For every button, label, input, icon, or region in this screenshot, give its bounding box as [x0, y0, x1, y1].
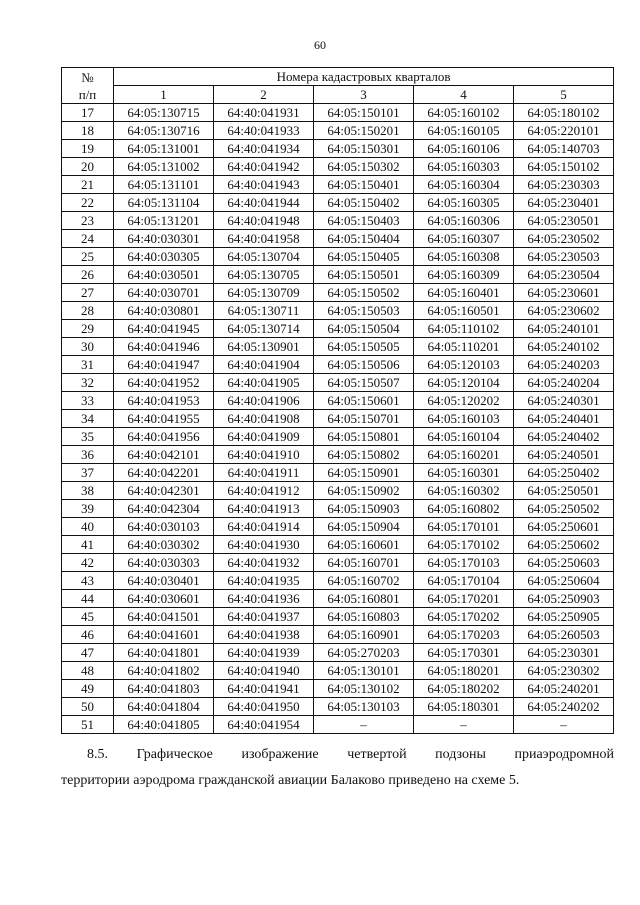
cadastral-number-cell: 64:05:150801: [314, 428, 414, 446]
cadastral-number-cell: 64:05:170103: [414, 554, 514, 572]
table-row: [62, 248, 614, 266]
cadastral-number-cell: 64:05:270203: [314, 644, 414, 662]
table-row: [62, 518, 614, 536]
cadastral-number-cell: 64:05:150404: [314, 230, 414, 248]
table-row: [62, 590, 614, 608]
cadastral-number-cell: 64:40:041934: [214, 140, 314, 158]
table-row: [62, 446, 614, 464]
table-row: [62, 716, 614, 734]
row-number-cell: 39: [62, 500, 114, 518]
cadastral-number-cell: 64:40:030303: [114, 554, 214, 572]
cadastral-number-cell: 64:40:030501: [114, 266, 214, 284]
cadastral-number-cell: 64:40:042304: [114, 500, 214, 518]
cadastral-number-cell: 64:05:130704: [214, 248, 314, 266]
row-number-cell: 24: [62, 230, 114, 248]
cadastral-number-cell: 64:05:230502: [514, 230, 614, 248]
cadastral-number-cell: 64:05:160802: [414, 500, 514, 518]
row-number-cell: 30: [62, 338, 114, 356]
cadastral-number-cell: 64:05:160901: [314, 626, 414, 644]
table-row: [62, 428, 614, 446]
cadastral-number-cell: –: [314, 716, 414, 734]
table-row: [62, 374, 614, 392]
table-row: [62, 482, 614, 500]
table-row: [62, 212, 614, 230]
cadastral-number-cell: 64:05:170202: [414, 608, 514, 626]
table-row: [62, 680, 614, 698]
row-number-cell: 23: [62, 212, 114, 230]
cadastral-number-cell: 64:05:250602: [514, 536, 614, 554]
table-row: [62, 194, 614, 212]
table-row: [62, 104, 614, 122]
header-cadastral-numbers: Номера кадастровых кварталов: [114, 68, 614, 86]
cadastral-number-cell: 64:05:230503: [514, 248, 614, 266]
cadastral-number-cell: 64:05:131002: [114, 158, 214, 176]
cadastral-number-cell: 64:40:041941: [214, 680, 314, 698]
cadastral-number-cell: 64:05:240201: [514, 680, 614, 698]
cadastral-number-cell: 64:40:041909: [214, 428, 314, 446]
cadastral-number-cell: 64:40:030103: [114, 518, 214, 536]
row-number-cell: 37: [62, 464, 114, 482]
table-row: [62, 554, 614, 572]
cadastral-number-cell: 64:05:230501: [514, 212, 614, 230]
row-number-cell: 31: [62, 356, 114, 374]
row-number-cell: 27: [62, 284, 114, 302]
cadastral-number-cell: 64:05:160601: [314, 536, 414, 554]
cadastral-number-cell: 64:05:150101: [314, 104, 414, 122]
cadastral-number-cell: 64:05:150201: [314, 122, 414, 140]
cadastral-number-cell: 64:40:041956: [114, 428, 214, 446]
cadastral-number-cell: 64:05:250501: [514, 482, 614, 500]
cadastral-number-cell: 64:05:160803: [314, 608, 414, 626]
cadastral-number-cell: 64:05:230602: [514, 302, 614, 320]
cadastral-number-cell: 64:40:041937: [214, 608, 314, 626]
cadastral-number-cell: 64:05:230401: [514, 194, 614, 212]
table-row: [62, 500, 614, 518]
cadastral-number-cell: 64:40:041958: [214, 230, 314, 248]
header-no-abbrev: п/п: [78, 86, 97, 102]
cadastral-number-cell: 64:05:170201: [414, 590, 514, 608]
cadastral-number-cell: 64:40:042101: [114, 446, 214, 464]
cadastral-number-cell: 64:05:150301: [314, 140, 414, 158]
cadastral-number-cell: 64:05:130101: [314, 662, 414, 680]
column-number: 4: [414, 86, 514, 104]
cadastral-number-cell: 64:40:041912: [214, 482, 314, 500]
cadastral-number-cell: 64:40:041802: [114, 662, 214, 680]
cadastral-number-cell: 64:05:131104: [114, 194, 214, 212]
table-row: [62, 230, 614, 248]
cadastral-number-cell: 64:05:170104: [414, 572, 514, 590]
cadastral-number-cell: 64:40:030701: [114, 284, 214, 302]
cadastral-number-cell: 64:05:160303: [414, 158, 514, 176]
cadastral-number-cell: 64:40:041913: [214, 500, 314, 518]
cadastral-number-cell: 64:05:170203: [414, 626, 514, 644]
row-number-cell: 33: [62, 392, 114, 410]
cadastral-number-cell: 64:05:150502: [314, 284, 414, 302]
cadastral-number-cell: 64:05:150701: [314, 410, 414, 428]
table-row: [62, 266, 614, 284]
cadastral-number-cell: 64:40:041954: [214, 716, 314, 734]
table-row: [62, 284, 614, 302]
cadastral-number-cell: 64:05:130705: [214, 266, 314, 284]
cadastral-number-cell: 64:05:160309: [414, 266, 514, 284]
row-number-cell: 48: [62, 662, 114, 680]
cadastral-number-cell: 64:05:110201: [414, 338, 514, 356]
cadastral-number-cell: 64:05:170301: [414, 644, 514, 662]
cadastral-number-cell: 64:40:041931: [214, 104, 314, 122]
cadastral-number-cell: 64:05:150302: [314, 158, 414, 176]
cadastral-number-cell: 64:05:170102: [414, 536, 514, 554]
cadastral-number-cell: 64:05:160308: [414, 248, 514, 266]
cadastral-number-cell: 64:05:150601: [314, 392, 414, 410]
cadastral-number-cell: 64:05:160105: [414, 122, 514, 140]
cadastral-number-cell: 64:05:240101: [514, 320, 614, 338]
table-row: [62, 626, 614, 644]
cadastral-number-cell: 64:40:041943: [214, 176, 314, 194]
table-row: [62, 464, 614, 482]
table-row: [62, 536, 614, 554]
table-row: [62, 158, 614, 176]
cadastral-number-cell: 64:05:160103: [414, 410, 514, 428]
cadastral-number-cell: 64:05:160301: [414, 464, 514, 482]
row-number-cell: 44: [62, 590, 114, 608]
cadastral-number-cell: 64:05:250604: [514, 572, 614, 590]
cadastral-number-cell: 64:40:030301: [114, 230, 214, 248]
cadastral-number-cell: 64:40:041947: [114, 356, 214, 374]
cadastral-number-cell: 64:05:130709: [214, 284, 314, 302]
row-number-cell: 47: [62, 644, 114, 662]
row-number-cell: 17: [62, 104, 114, 122]
table-row: [62, 572, 614, 590]
table-row: [62, 320, 614, 338]
cadastral-number-cell: 64:40:041905: [214, 374, 314, 392]
cadastral-number-cell: 64:05:150506: [314, 356, 414, 374]
row-number-cell: 22: [62, 194, 114, 212]
table-row: [62, 122, 614, 140]
cadastral-number-cell: 64:05:150403: [314, 212, 414, 230]
cadastral-number-cell: 64:40:041935: [214, 572, 314, 590]
row-number-cell: 36: [62, 446, 114, 464]
row-number-cell: 43: [62, 572, 114, 590]
row-number-cell: 20: [62, 158, 114, 176]
cadastral-number-cell: 64:40:041945: [114, 320, 214, 338]
cadastral-number-cell: 64:40:041952: [114, 374, 214, 392]
cadastral-number-cell: 64:40:041601: [114, 626, 214, 644]
cadastral-number-cell: 64:05:150802: [314, 446, 414, 464]
table-row: [62, 338, 614, 356]
cadastral-number-cell: 64:05:130102: [314, 680, 414, 698]
header-row-number: [62, 68, 114, 104]
row-number-cell: 45: [62, 608, 114, 626]
table-row: [62, 392, 614, 410]
cadastral-number-cell: 64:40:041908: [214, 410, 314, 428]
table-row: [62, 644, 614, 662]
cadastral-number-cell: 64:05:131201: [114, 212, 214, 230]
cadastral-number-cell: 64:05:240203: [514, 356, 614, 374]
paragraph-line-2: территории аэродрома гражданской авиации Балаково приведено на схеме 5.: [61, 773, 520, 788]
cadastral-number-cell: 64:40:041955: [114, 410, 214, 428]
cadastral-number-cell: 64:40:041948: [214, 212, 314, 230]
row-number-cell: 32: [62, 374, 114, 392]
cadastral-number-cell: 64:05:250603: [514, 554, 614, 572]
cadastral-number-cell: 64:40:042301: [114, 482, 214, 500]
table-row: [62, 356, 614, 374]
cadastral-number-cell: 64:05:130901: [214, 338, 314, 356]
cadastral-number-cell: 64:05:150505: [314, 338, 414, 356]
table-row: [62, 176, 614, 194]
cadastral-number-cell: 64:05:150507: [314, 374, 414, 392]
cadastral-number-cell: 64:05:160102: [414, 104, 514, 122]
table-column-numbers-row: [62, 86, 614, 104]
row-number-cell: 18: [62, 122, 114, 140]
header-no-symbol: №: [81, 69, 94, 85]
cadastral-number-cell: 64:05:230504: [514, 266, 614, 284]
row-number-cell: 21: [62, 176, 114, 194]
cadastral-number-cell: 64:40:030601: [114, 590, 214, 608]
table-row: [62, 140, 614, 158]
cadastral-number-cell: 64:40:030801: [114, 302, 214, 320]
cadastral-number-cell: 64:05:150504: [314, 320, 414, 338]
cadastral-number-cell: 64:40:041904: [214, 356, 314, 374]
table-body: [62, 104, 614, 734]
cadastral-number-cell: 64:40:041911: [214, 464, 314, 482]
cadastral-number-cell: 64:05:160401: [414, 284, 514, 302]
cadastral-number-cell: 64:05:240402: [514, 428, 614, 446]
cadastral-number-cell: 64:05:160304: [414, 176, 514, 194]
cadastral-number-cell: 64:05:150405: [314, 248, 414, 266]
cadastral-number-cell: 64:05:130103: [314, 698, 414, 716]
table-row: [62, 698, 614, 716]
cadastral-quarters-table: [61, 67, 614, 734]
cadastral-number-cell: 64:05:120202: [414, 392, 514, 410]
cadastral-number-cell: 64:05:160106: [414, 140, 514, 158]
cadastral-number-cell: 64:40:041803: [114, 680, 214, 698]
cadastral-number-cell: 64:05:150102: [514, 158, 614, 176]
cadastral-number-cell: 64:05:150901: [314, 464, 414, 482]
row-number-cell: 28: [62, 302, 114, 320]
cadastral-number-cell: 64:05:130716: [114, 122, 214, 140]
row-number-cell: 35: [62, 428, 114, 446]
cadastral-number-cell: 64:05:160306: [414, 212, 514, 230]
cadastral-number-cell: 64:05:130711: [214, 302, 314, 320]
page-number: 60: [314, 38, 326, 52]
cadastral-number-cell: 64:05:180201: [414, 662, 514, 680]
cadastral-number-cell: 64:05:220101: [514, 122, 614, 140]
cadastral-number-cell: 64:40:041804: [114, 698, 214, 716]
table-row: [62, 410, 614, 428]
row-number-cell: 34: [62, 410, 114, 428]
row-number-cell: 25: [62, 248, 114, 266]
cadastral-number-cell: 64:40:041930: [214, 536, 314, 554]
cadastral-number-cell: 64:40:041939: [214, 644, 314, 662]
row-number-cell: 26: [62, 266, 114, 284]
cadastral-number-cell: 64:40:030305: [114, 248, 214, 266]
table-row: [62, 302, 614, 320]
cadastral-number-cell: 64:40:041914: [214, 518, 314, 536]
cadastral-number-cell: 64:05:230301: [514, 644, 614, 662]
row-number-cell: 51: [62, 716, 114, 734]
cadastral-number-cell: 64:05:160302: [414, 482, 514, 500]
cadastral-number-cell: 64:40:041910: [214, 446, 314, 464]
table-header-row: [62, 68, 614, 86]
cadastral-number-cell: 64:05:120103: [414, 356, 514, 374]
table-row: [62, 608, 614, 626]
cadastral-number-cell: 64:05:160305: [414, 194, 514, 212]
cadastral-number-cell: 64:40:041944: [214, 194, 314, 212]
cadastral-number-cell: 64:05:230303: [514, 176, 614, 194]
cadastral-number-cell: 64:05:250502: [514, 500, 614, 518]
cadastral-number-cell: 64:40:041942: [214, 158, 314, 176]
cadastral-number-cell: 64:05:160104: [414, 428, 514, 446]
cadastral-number-cell: 64:05:150903: [314, 500, 414, 518]
paragraph-line-1: 8.5. Графическое изображение четвертой подзоны приаэродромной: [87, 747, 614, 762]
cadastral-number-cell: 64:40:041933: [214, 122, 314, 140]
cadastral-number-cell: 64:40:041936: [214, 590, 314, 608]
cadastral-number-cell: 64:40:041938: [214, 626, 314, 644]
cadastral-number-cell: 64:05:131101: [114, 176, 214, 194]
cadastral-number-cell: 64:05:160501: [414, 302, 514, 320]
cadastral-number-cell: 64:05:240202: [514, 698, 614, 716]
row-number-cell: 50: [62, 698, 114, 716]
column-number: 1: [114, 86, 214, 104]
row-number-cell: 49: [62, 680, 114, 698]
cadastral-number-cell: –: [414, 716, 514, 734]
row-number-cell: 42: [62, 554, 114, 572]
cadastral-number-cell: 64:05:250601: [514, 518, 614, 536]
table-row: [62, 662, 614, 680]
row-number-cell: 19: [62, 140, 114, 158]
cadastral-number-cell: 64:40:041953: [114, 392, 214, 410]
column-number: 5: [514, 86, 614, 104]
cadastral-number-cell: 64:05:130715: [114, 104, 214, 122]
cadastral-number-cell: 64:05:250903: [514, 590, 614, 608]
cadastral-number-cell: 64:40:030401: [114, 572, 214, 590]
cadastral-number-cell: 64:40:041805: [114, 716, 214, 734]
cadastral-number-cell: 64:05:240401: [514, 410, 614, 428]
row-number-cell: 29: [62, 320, 114, 338]
cadastral-number-cell: 64:40:041950: [214, 698, 314, 716]
cadastral-number-cell: 64:05:260503: [514, 626, 614, 644]
cadastral-number-cell: 64:05:240301: [514, 392, 614, 410]
cadastral-number-cell: 64:05:120104: [414, 374, 514, 392]
cadastral-number-cell: 64:40:030302: [114, 536, 214, 554]
cadastral-number-cell: 64:05:160702: [314, 572, 414, 590]
cadastral-number-cell: 64:05:230302: [514, 662, 614, 680]
cadastral-number-cell: 64:05:160201: [414, 446, 514, 464]
cadastral-number-cell: 64:05:240501: [514, 446, 614, 464]
cadastral-number-cell: 64:05:131001: [114, 140, 214, 158]
cadastral-number-cell: 64:05:250905: [514, 608, 614, 626]
row-number-cell: 38: [62, 482, 114, 500]
cadastral-number-cell: 64:05:150402: [314, 194, 414, 212]
cadastral-number-cell: 64:40:042201: [114, 464, 214, 482]
cadastral-number-cell: 64:05:150401: [314, 176, 414, 194]
cadastral-number-cell: 64:40:041801: [114, 644, 214, 662]
row-number-cell: 41: [62, 536, 114, 554]
cadastral-number-cell: 64:05:180202: [414, 680, 514, 698]
cadastral-number-cell: 64:05:180301: [414, 698, 514, 716]
column-number: 3: [314, 86, 414, 104]
cadastral-number-cell: 64:40:041501: [114, 608, 214, 626]
row-number-cell: 40: [62, 518, 114, 536]
cadastral-number-cell: 64:40:041940: [214, 662, 314, 680]
cadastral-number-cell: 64:05:160701: [314, 554, 414, 572]
cadastral-number-cell: 64:05:150904: [314, 518, 414, 536]
column-number: 2: [214, 86, 314, 104]
cadastral-number-cell: 64:05:160307: [414, 230, 514, 248]
cadastral-number-cell: 64:05:250402: [514, 464, 614, 482]
cadastral-number-cell: 64:40:041906: [214, 392, 314, 410]
row-number-cell: 46: [62, 626, 114, 644]
cadastral-number-cell: 64:05:180102: [514, 104, 614, 122]
cadastral-number-cell: 64:05:150503: [314, 302, 414, 320]
cadastral-number-cell: –: [514, 716, 614, 734]
cadastral-number-cell: 64:05:170101: [414, 518, 514, 536]
cadastral-number-cell: 64:05:160801: [314, 590, 414, 608]
cadastral-number-cell: 64:40:041946: [114, 338, 214, 356]
cadastral-number-cell: 64:05:150902: [314, 482, 414, 500]
cadastral-number-cell: 64:05:150501: [314, 266, 414, 284]
cadastral-number-cell: 64:05:230601: [514, 284, 614, 302]
cadastral-number-cell: 64:05:140703: [514, 140, 614, 158]
cadastral-number-cell: 64:05:110102: [414, 320, 514, 338]
cadastral-number-cell: 64:05:240204: [514, 374, 614, 392]
cadastral-number-cell: 64:40:041932: [214, 554, 314, 572]
cadastral-number-cell: 64:05:130714: [214, 320, 314, 338]
cadastral-number-cell: 64:05:240102: [514, 338, 614, 356]
